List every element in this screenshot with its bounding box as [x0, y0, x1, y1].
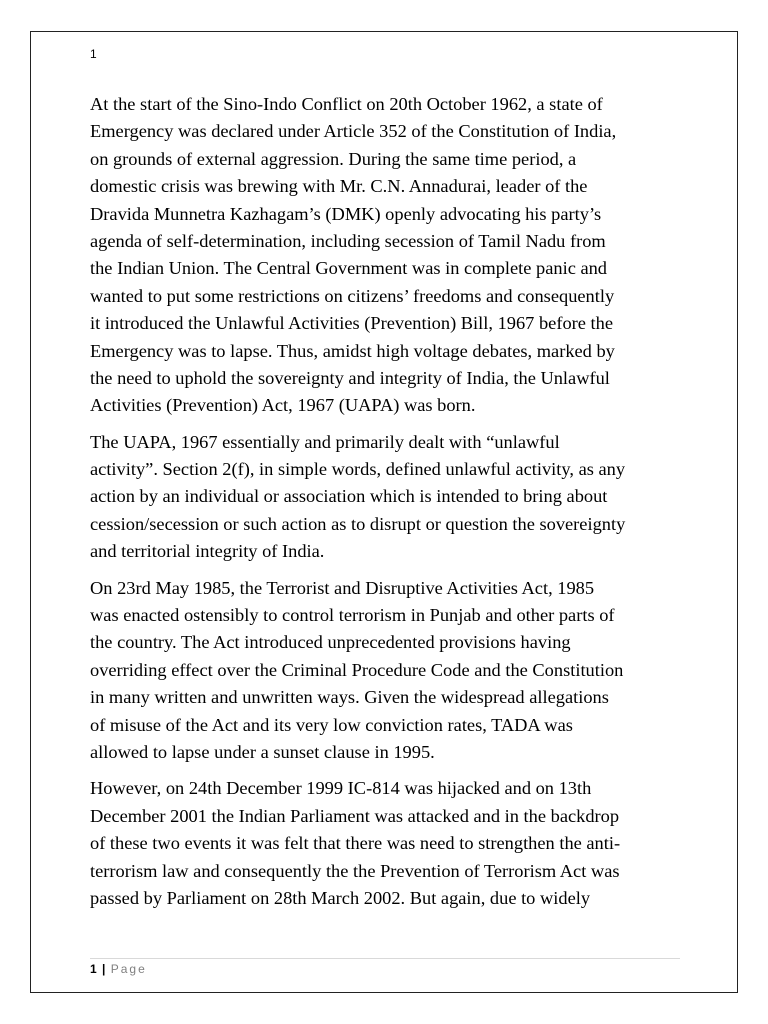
footer-divider: [90, 958, 680, 959]
paragraph: [90, 91, 690, 420]
document-body: [90, 91, 690, 921]
text-line: On 23rd May 1985, the Terrorist and Disruptive Activities Act, 1985: [90, 577, 595, 598]
text-line: overriding effect over the Criminal Procedure Code and the Constitution: [90, 659, 624, 680]
text-line: in many written and unwritten ways. Given the widespread allegations: [90, 687, 609, 708]
text-line: it introduced the Unlawful Activities (Prevention) Bill, 1967 before the: [90, 313, 613, 334]
text-line: was enacted ostensibly to control terrorism in Punjab and other parts of: [90, 605, 615, 626]
text-line: allowed to lapse under a sunset clause in 1995.: [90, 741, 435, 762]
header-page-number: 1: [90, 47, 97, 61]
footer-separator: |: [102, 962, 106, 976]
paragraph: [90, 575, 690, 767]
page-footer: [90, 962, 147, 976]
text-line: December 2001 the Indian Parliament was attacked and in the backdrop: [90, 805, 620, 826]
text-line: of misuse of the Act and its very low conviction rates, TADA was: [90, 714, 573, 735]
text-line: the Indian Union. The Central Government was in complete panic and: [90, 258, 608, 279]
text-line: However, on 24th December 1999 IC-814 was hijacked and on 13th: [90, 778, 592, 799]
text-line: Emergency was to lapse. Thus, amidst high voltage debates, marked by: [90, 340, 615, 361]
text-line: agenda of self-determination, including secession of Tamil Nadu from: [90, 230, 606, 251]
text-line: the country. The Act introduced unprecedented provisions having: [90, 632, 571, 653]
text-line: domestic crisis was brewing with Mr. C.N. Annadurai, leader of the: [90, 176, 588, 197]
text-line: The UAPA, 1967 essentially and primarily dealt with “unlawful: [90, 431, 560, 452]
text-line: Dravida Munnetra Kazhagam’s (DMK) openly advocating his party’s: [90, 203, 602, 224]
text-line: passed by Parliament on 28th March 2002. But again, due to widely: [90, 887, 591, 908]
text-line: Activities (Prevention) Act, 1967 (UAPA) was born.: [90, 395, 476, 416]
text-line: terrorism law and consequently the the Prevention of Terrorism Act was: [90, 860, 620, 881]
text-line: cession/secession or such action as to disrupt or question the sovereignty: [90, 513, 626, 534]
text-line: of these two events it was felt that there was need to strengthen the anti-: [90, 833, 621, 854]
paragraph: [90, 429, 690, 566]
footer-page-label: Page: [110, 962, 147, 976]
text-line: At the start of the Sino-Indo Conflict on 20th October 1962, a state of: [90, 94, 603, 114]
text-line: on grounds of external aggression. During the same time period, a: [90, 148, 577, 169]
text-line: and territorial integrity of India.: [90, 541, 325, 562]
paragraph: [90, 775, 690, 912]
footer-page-number: 1: [90, 962, 97, 976]
text-line: action by an individual or association which is intended to bring about: [90, 486, 608, 507]
text-line: wanted to put some restrictions on citizens’ freedoms and consequently: [90, 285, 615, 306]
text-line: Emergency was declared under Article 352 of the Constitution of India,: [90, 121, 617, 142]
text-line: the need to uphold the sovereignty and integrity of India, the Unlawful: [90, 367, 610, 388]
text-line: activity”. Section 2(f), in simple words, defined unlawful activity, as any: [90, 459, 626, 480]
